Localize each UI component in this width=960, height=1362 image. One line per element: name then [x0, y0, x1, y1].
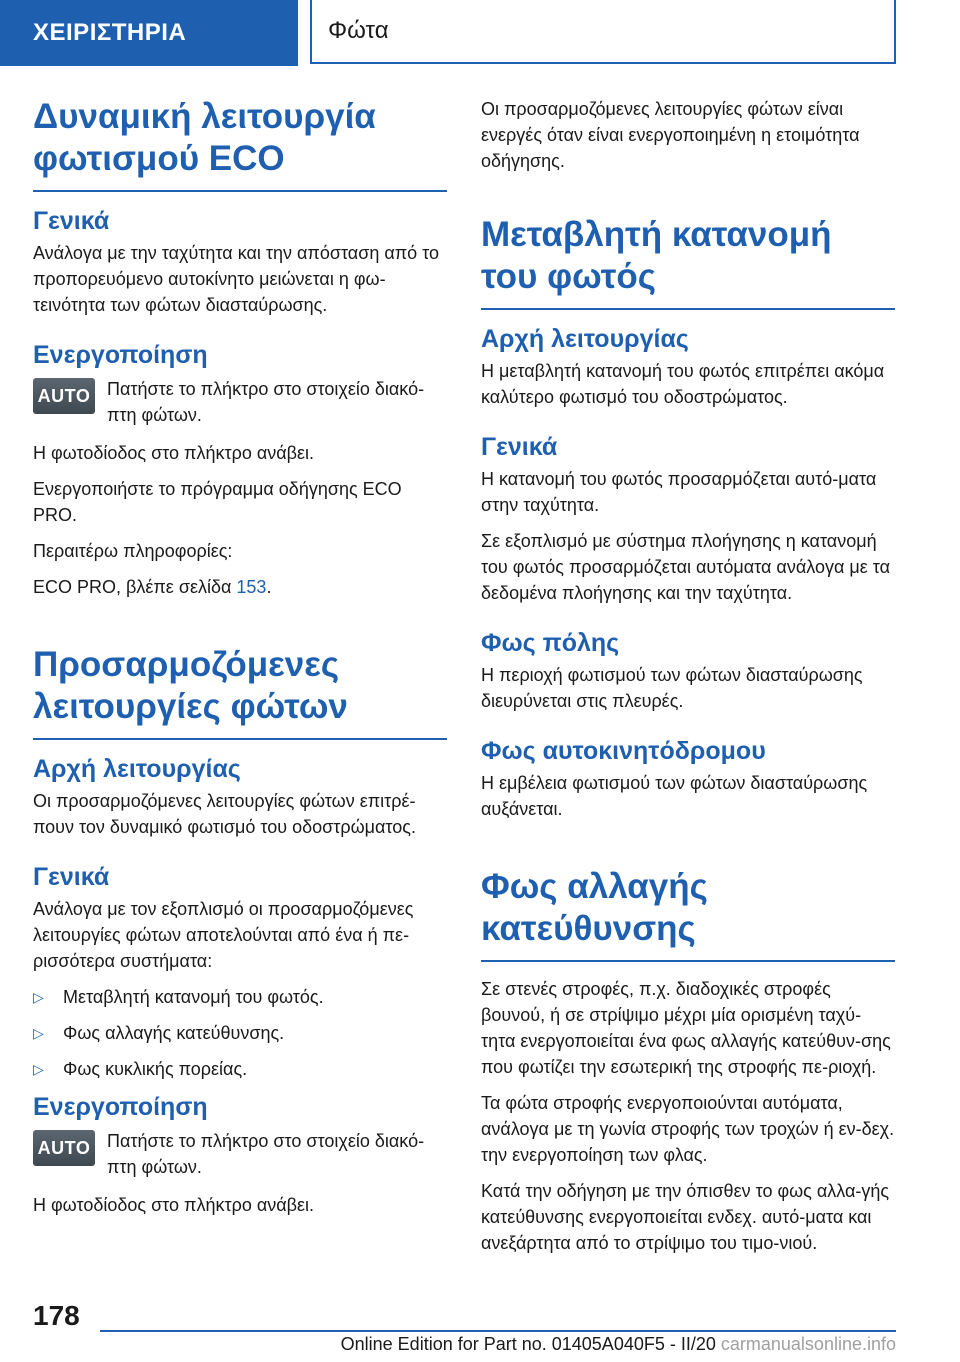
principle-text: Οι προσαρμοζόμενες λειτουργίες φώτων επιτρέ-πουν τον δυναμικό φωτισμό του οδοστρώματος. — [33, 791, 416, 837]
section-tab: ΧΕΙΡΙΣΤΗΡΙΑ — [0, 0, 298, 66]
edition-text: Online Edition for Part no. 01405A040F5 - II/20 — [340, 1334, 716, 1354]
triangle-bullet-icon: ▷ — [33, 1061, 44, 1077]
motorway-light-text: Η εμβέλεια φωτισμού των φώτων διασταύρωσης αυξάνεται. — [481, 773, 868, 819]
page-number: 178 — [33, 1300, 80, 1331]
cornering-text-2: Τα φώτα στροφής ενεργοποιούνται αυτόματα, ανάλογα με τη γωνία στροφής των τροχών ή εν-δεχ. την ενεργοποίηση των φλας. — [481, 1093, 895, 1165]
general-2-text: Ανάλογα με τον εξοπλισμό οι προσαρμοζόμενες λειτουργίες φώτων αποτελούνται από ένα ή πε-ρισσότερα συστήματα: — [33, 899, 414, 971]
chapter-title: Φώτα — [310, 0, 896, 64]
subheading-city-light: Φως πόλης — [481, 629, 620, 657]
eco-pro-text: Ενεργοποιήστε το πρόγραμμα οδήγησης ECO PRO. — [33, 479, 402, 525]
subheading-principle-right: Αρχή λειτουργίας — [481, 325, 689, 353]
activation-2-instruction — [33, 1128, 447, 1180]
right-column — [481, 96, 895, 1266]
page-link-153[interactable]: 153 — [236, 577, 267, 597]
activation-key-text: Πατήστε το πλήκτρο στο στοιχείο διακό-πτη φώτων. — [107, 379, 425, 425]
subheading-general-right: Γενικά — [481, 433, 558, 461]
footer-divider — [100, 1330, 896, 1332]
heading-eco-lighting: Δυναμική λειτουργία φωτισμού ECO — [33, 96, 447, 192]
general-right-text-1: Η κατανομή του φωτός προσαρμόζεται αυτό-ματα στην ταχύτητα. — [481, 469, 877, 515]
cornering-text-1: Σε στενές στροφές, π.χ. διαδοχικές στροφές βουνού, ή σε στρίψιμο μέχρι μία ορισμένη ταχύ-τητα ενεργοποιείται ένα φως αλλαγής κατεύθυν-σης που φωτίζει την εσωτερική της στροφής πε-ριοχή. — [481, 979, 891, 1077]
led-text: Η φωτοδίοδος στο πλήκτρο ανάβει. — [33, 443, 315, 463]
city-light-text: Η περιοχή φωτισμού των φώτων διασταύρωσης διευρύνεται στις πλευρές. — [481, 665, 863, 711]
subheading-activation-2: Ενεργοποίηση — [33, 1093, 208, 1121]
subheading-activation: Ενεργοποίηση — [33, 341, 208, 369]
footer-edition — [300, 1334, 896, 1355]
more-info-text: Περαιτέρω πληροφορίες: — [33, 541, 233, 561]
systems-list — [33, 984, 447, 1082]
see-page-suffix: . — [266, 577, 272, 597]
auto-button-icon: AUTO — [33, 378, 95, 414]
see-page-reference — [33, 574, 447, 600]
heading-adaptive-lighting: Προσαρμοζόμενες λειτουργίες φώτων — [33, 644, 447, 740]
watermark-text: carmanualsonline.info — [720, 1334, 896, 1354]
subheading-general: Γενικά — [33, 207, 110, 235]
general-text: Ανάλογα με την ταχύτητα και την απόσταση από το προπορευόμενο αυτοκίνητο μειώνεται η φω-τεινότητα των φώτων διασταύρωσης. — [33, 243, 440, 315]
heading-variable-light: Μεταβλητή κατανομή του φωτός — [481, 214, 895, 310]
heading-cornering-light: Φως αλλαγής κατεύθυνσης — [481, 866, 895, 962]
list-item: ▷ Μεταβλητή κατανομή του φωτός. — [33, 984, 447, 1010]
list-item: ▷ Φως αλλαγής κατεύθυνσης. — [33, 1020, 447, 1046]
cornering-text-3: Κατά την οδήγηση με την όπισθεν το φως αλλα-γής κατεύθυνσης ενεργοποιείται ενδεχ. αυτό-ματα και ανεξάρτητα από το στρίψιμο του τιμο-νιού. — [481, 1181, 890, 1253]
see-page-prefix: ECO PRO, βλέπε σελίδα — [33, 577, 237, 597]
list-item: ▷ Φως κυκλικής πορείας. — [33, 1056, 447, 1082]
subheading-general-2: Γενικά — [33, 863, 110, 891]
left-column — [33, 96, 447, 1228]
intro-text: Οι προσαρμοζόμενες λειτουργίες φώτων είναι ενεργές όταν είναι ενεργοποιημένη η ετοιμότητα οδήγησης. — [481, 99, 860, 171]
triangle-bullet-icon: ▷ — [33, 989, 44, 1005]
general-right-text-2: Σε εξοπλισμό με σύστημα πλοήγησης η κατανομή του φωτός προσαρμόζεται αυτόματα ανάλογα με τα δεδομένα πλοήγησης και την ταχύτητα. — [481, 531, 891, 603]
auto-button-icon: AUTO — [33, 1130, 95, 1166]
subheading-principle: Αρχή λειτουργίας — [33, 755, 241, 783]
led-2-text: Η φωτοδίοδος στο πλήκτρο ανάβει. — [33, 1195, 315, 1215]
triangle-bullet-icon: ▷ — [33, 1025, 44, 1041]
activation-2-key-text: Πατήστε το πλήκτρο στο στοιχείο διακό-πτη φώτων. — [107, 1131, 425, 1177]
principle-right-text: Η μεταβλητή κατανομή του φωτός επιτρέπει ακόμα καλύτερο φωτισμό του οδοστρώματος. — [481, 361, 885, 407]
activation-instruction — [33, 376, 447, 428]
subheading-motorway-light: Φως αυτοκινητόδρομου — [481, 737, 766, 765]
